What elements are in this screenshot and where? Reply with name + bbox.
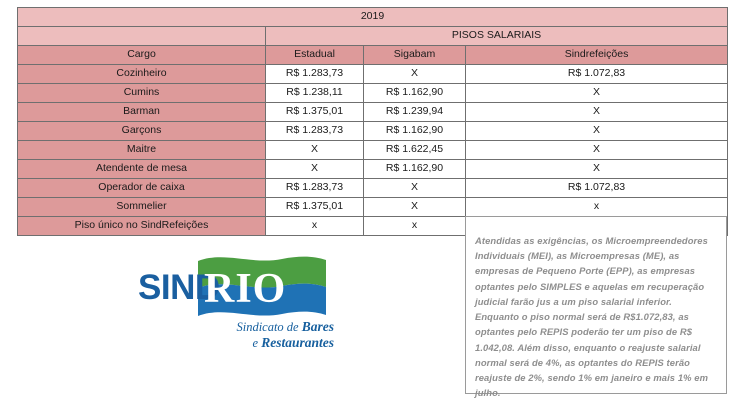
year-title-cell: 2019 <box>18 8 728 27</box>
cell-sigabam: R$ 1.162,90 <box>364 160 466 179</box>
cell-estadual: R$ 1.238,11 <box>266 84 364 103</box>
tagline-bold-2: Restaurantes <box>261 334 334 350</box>
column-header-estadual: Estadual <box>266 46 364 65</box>
row-label-cargo: Operador de caixa <box>18 179 266 198</box>
logo-banner-icon <box>132 253 332 325</box>
cell-sindrefeicoes: X <box>466 103 728 122</box>
column-header-sindrefeicoes: Sindrefeições <box>466 46 728 65</box>
cell-estadual: R$ 1.375,01 <box>266 103 364 122</box>
empty-corner-cell <box>18 27 266 46</box>
cell-estadual: R$ 1.283,73 <box>266 179 364 198</box>
row-label-cargo: Atendente de mesa <box>18 160 266 179</box>
row-label-cargo: Garçons <box>18 122 266 141</box>
logo-tagline-line-2 <box>194 335 334 351</box>
table-row <box>18 103 728 122</box>
salary-table <box>17 7 728 236</box>
logo-tagline <box>194 319 334 350</box>
cell-estadual: X <box>266 141 364 160</box>
cell-sigabam: x <box>364 217 466 236</box>
table-row <box>18 179 728 198</box>
cell-sigabam: X <box>364 179 466 198</box>
table-row <box>18 65 728 84</box>
cell-estadual: R$ 1.283,73 <box>266 122 364 141</box>
table-row-section <box>18 27 728 46</box>
tagline-plain-2: e <box>252 335 262 350</box>
row-label-cargo: Barman <box>18 103 266 122</box>
cell-estadual: x <box>266 217 364 236</box>
note-text <box>466 217 726 401</box>
row-label-cargo: Piso único no SindRefeições <box>18 217 266 236</box>
row-label-cargo: Cumins <box>18 84 266 103</box>
cell-sindrefeicoes: X <box>466 84 728 103</box>
note-paragraph: Atendidas as exigências, os Microempreendedores Individuais (MEI), as Microempresas (ME), as empresas de Pequeno Porte (EPP), as empresas optantes pelo SIMPLES e aquelas em recuperação judicial farão jus a um piso salarial inferior. Enquanto o piso normal será de R$1.072,83, as optantes pelo REPIS poderão ter um piso de R$ 1.042,08. Além disso, enquanto o reajuste salarial normal será de 4%, as optantes do REPIS terão reajuste de 2%, sendo 1% em janeiro e mais 1% em julho. <box>475 235 709 399</box>
table-row <box>18 198 728 217</box>
cell-sindrefeicoes: X <box>466 141 728 160</box>
cell-estadual: R$ 1.283,73 <box>266 65 364 84</box>
table-row <box>18 160 728 179</box>
cell-estadual: X <box>266 160 364 179</box>
column-header-cargo: Cargo <box>18 46 266 65</box>
cell-sindrefeicoes: x <box>466 198 728 217</box>
logo-word-rio: RIO <box>204 266 287 312</box>
cell-sindrefeicoes: X <box>466 160 728 179</box>
cell-sindrefeicoes: R$ 1.072,83 <box>466 65 728 84</box>
table-row-column-headers <box>18 46 728 65</box>
cell-sigabam: R$ 1.162,90 <box>364 84 466 103</box>
salary-table-container <box>17 7 727 236</box>
cell-sigabam: R$ 1.622,45 <box>364 141 466 160</box>
cell-sigabam: X <box>364 65 466 84</box>
table-row-year <box>18 8 728 27</box>
row-label-cargo: Maitre <box>18 141 266 160</box>
logo-tagline-line-1 <box>194 319 334 335</box>
tagline-bold-1: Bares <box>301 319 334 334</box>
logo-mark <box>132 253 332 325</box>
table-row <box>18 122 728 141</box>
sindrio-logo <box>132 253 332 365</box>
logo-word-sind: SIND <box>138 268 220 307</box>
note-box <box>465 216 727 399</box>
table-row <box>18 84 728 103</box>
column-header-sigabam: Sigabam <box>364 46 466 65</box>
cell-sindrefeicoes: X <box>466 122 728 141</box>
cell-sigabam: R$ 1.239,94 <box>364 103 466 122</box>
section-title-cell: PISOS SALARIAIS <box>266 27 728 46</box>
row-label-cargo: Sommelier <box>18 198 266 217</box>
row-label-cargo: Cozinheiro <box>18 65 266 84</box>
cell-sindrefeicoes: R$ 1.072,83 <box>466 179 728 198</box>
cell-estadual: R$ 1.375,01 <box>266 198 364 217</box>
cell-sigabam: X <box>364 198 466 217</box>
cell-sigabam: R$ 1.162,90 <box>364 122 466 141</box>
table-row <box>18 141 728 160</box>
tagline-plain-1: Sindicato de <box>236 320 302 334</box>
